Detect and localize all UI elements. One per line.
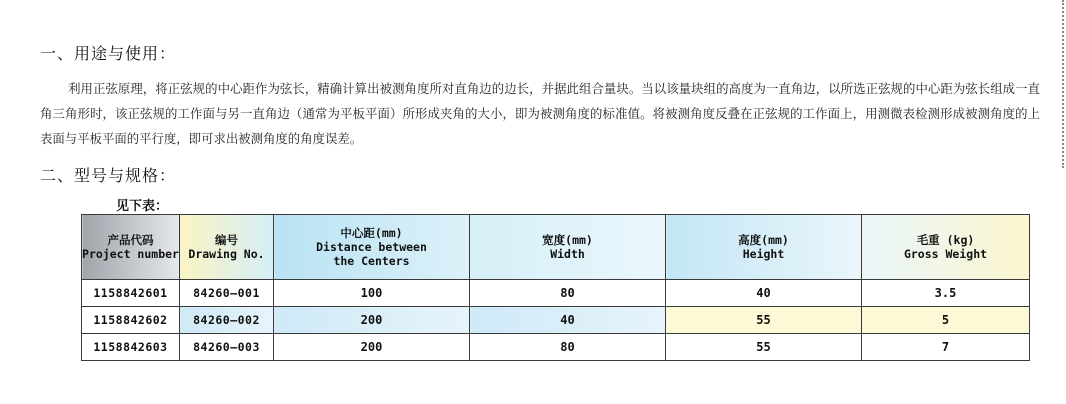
header-label-en: Gross Weight: [903, 247, 988, 261]
cell-height: 40: [666, 280, 862, 307]
table-row: [82, 334, 1030, 361]
cell-project-number: 1158842602: [82, 307, 180, 334]
cell-height: 55: [666, 334, 862, 361]
table-caption: 见下表：: [116, 199, 169, 214]
section-heading-usage: 一、用途与使用：: [40, 44, 177, 63]
header-width: [470, 215, 666, 280]
header-label-cn: 编号: [215, 233, 238, 247]
cell-width: 80: [470, 280, 666, 307]
header-label-cn: 毛重 (kg): [916, 233, 975, 247]
header-label-en: Drawing No.: [188, 247, 265, 261]
header-label-cn: 宽度(mm): [542, 233, 593, 247]
cell-project-number: 1158842603: [82, 334, 180, 361]
spec-table: [81, 214, 1030, 361]
header-drawing-no: [180, 215, 274, 280]
section-heading-specs: 二、型号与规格：: [40, 166, 177, 185]
cell-gross-weight: 7: [862, 334, 1030, 361]
header-label-cn: 高度(mm): [738, 233, 789, 247]
table-row: [82, 307, 1030, 334]
cell-drawing-no: 84260—001: [180, 280, 274, 307]
cell-center-distance: 100: [274, 280, 470, 307]
header-label-cn: 产品代码: [107, 233, 154, 247]
cell-width: 80: [470, 334, 666, 361]
usage-paragraph: [40, 76, 1040, 151]
page-edge-dotted-line: [1062, 0, 1064, 168]
header-label-cn: 中心距(mm): [340, 226, 403, 240]
cell-width: 40: [470, 307, 666, 334]
table-header-row: [82, 215, 1030, 280]
header-height: [666, 215, 862, 280]
header-label-en: Project number: [82, 247, 179, 261]
cell-height: 55: [666, 307, 862, 334]
cell-project-number: 1158842601: [82, 280, 180, 307]
header-label-en-2: the Centers: [333, 254, 410, 268]
cell-gross-weight: 5: [862, 307, 1030, 334]
cell-drawing-no: 84260—002: [180, 307, 274, 334]
usage-paragraph-text: 利用正弦原理，将正弦规的中心距作为弦长，精确计算出被测角度所对直角边的边长，并据此组合量块。当以该量块组的高度为一直角边，以所选正弦规的中心距为弦长组成一直角三角形时，该正弦规的工作面与另一直角边（通常为平板平面）所形成夹角的大小，即为被测角度的标准值。将被测角度反叠在正弦规的工作面上，用测微表检测形成被测角度的上表面与平板平面的平行度，即可求出被测角度的角度误差。: [40, 81, 1040, 146]
header-label-en: Height: [742, 247, 785, 261]
header-label-en: Width: [550, 247, 585, 261]
table-row: [82, 280, 1030, 307]
cell-center-distance: 200: [274, 334, 470, 361]
header-project-number: [82, 215, 180, 280]
header-gross-weight: [862, 215, 1030, 280]
header-label-en: Distance between: [316, 240, 427, 254]
cell-gross-weight: 3.5: [862, 280, 1030, 307]
header-center-distance: [274, 215, 470, 280]
cell-drawing-no: 84260—003: [180, 334, 274, 361]
cell-center-distance: 200: [274, 307, 470, 334]
